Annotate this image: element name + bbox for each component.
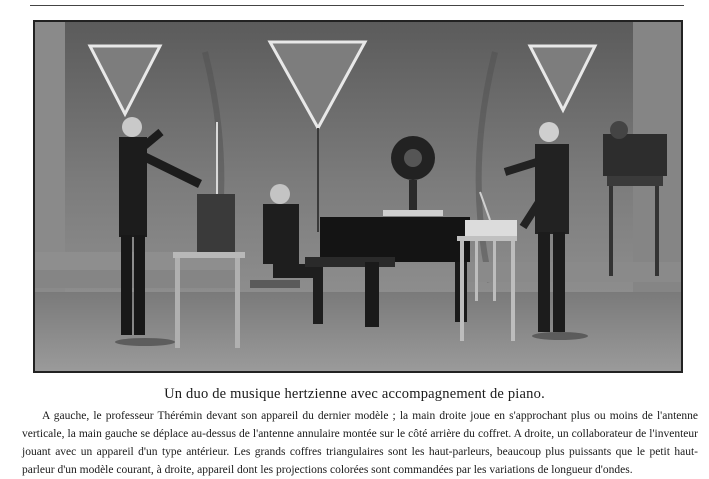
floor-shadow [532, 332, 588, 340]
figure-description: A gauche, le professeur Thérémin devant son appareil du dernier modèle ; la main droite joue en s'approchant plus ou moins de l'antenne verticale, la main gauche se déplace au-dessus de l'antenne annulaire montée sur le côté arrière du coffret. A droite, un collaborateur de l'inventeur jouant avec un appareil d'un type antérieur. Les grands coffres triangulaires sont les haut-parleurs, beaucoup plus puissants que le petit haut-parleur d'un modèle courant, à droite, appareil dont les projections colorées sont commandées par les variations de longueur d'ondes. [22, 410, 698, 476]
top-rule [30, 5, 684, 6]
floor-shadow [115, 338, 175, 346]
stage-step [455, 262, 681, 282]
figure-caption: Un duo de musique hertzienne avec accompagnement de piano. [164, 386, 545, 402]
photograph [33, 20, 683, 373]
piano-stool [250, 280, 300, 288]
